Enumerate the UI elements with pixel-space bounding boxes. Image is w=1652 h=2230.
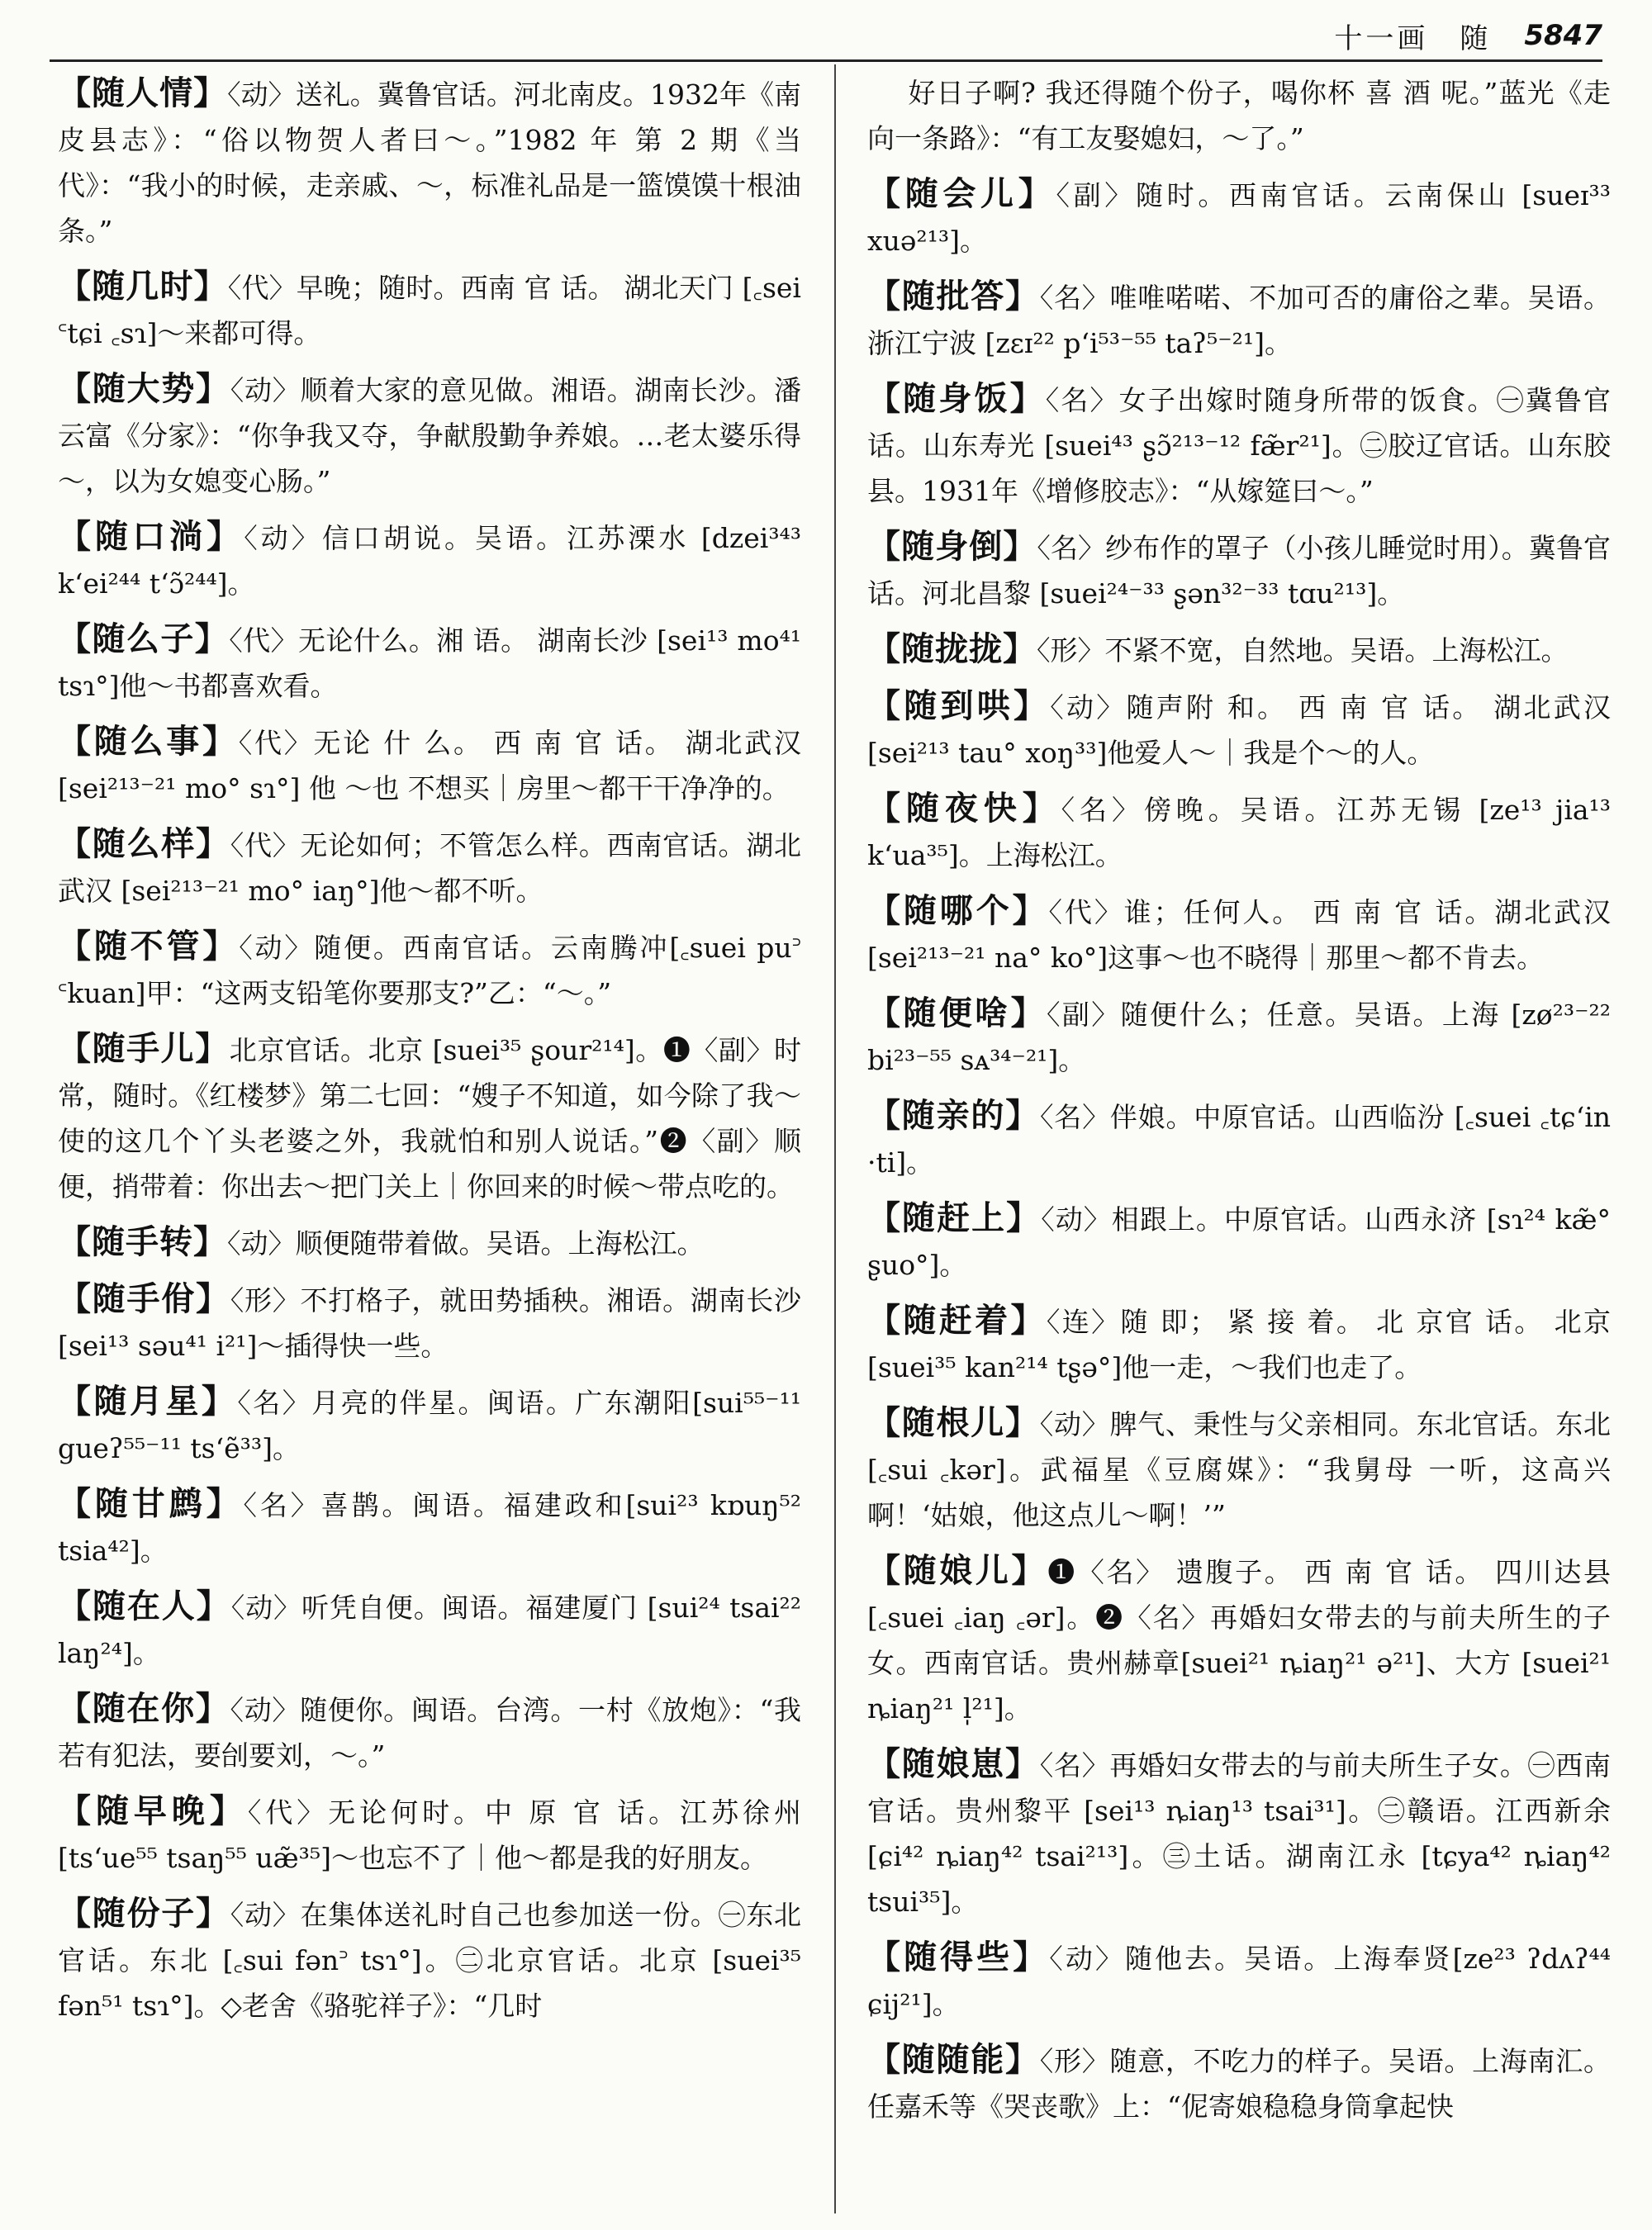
dictionary-entry: 【随人情】〈动〉送礼。冀鲁官话。河北南皮。1932年《南皮县志》：“俗以物贺人者曰～。”1982 年 第 2 期《当代》：“我小的时候，走亲戚、～，标准礼品是一篮馍馍十根油条。” — [58, 74, 801, 247]
dictionary-entry: 【随哪个】〈代〉谁；任何人。 西 南 官 话。湖北武汉 [sei²¹³⁻²¹ na° ko°]这事～也不晓得｜那里～都不肯去。 — [867, 891, 1611, 974]
dictionary-entry: 【随赶上】〈动〉相跟上。中原官话。山西永济 [sɿ²⁴ kæ̃° ʂuo°]。 — [867, 1198, 1611, 1281]
entry-definition: 〈形〉不打格子，就田势插秧。湘语。湖南长沙 [sei¹³ səu⁴¹ i²¹]～插得快一些。 — [58, 1284, 801, 1362]
entry-headword: 随身倒 — [901, 527, 1004, 566]
dictionary-entry: 【随在人】〈动〉听凭自便。闽语。福建厦门 [sui²⁴ tsai²² laŋ²⁴]。 — [58, 1587, 801, 1669]
dictionary-entry: 【随亲的】〈名〉伴娘。中原官话。山西临汾 [꜀suei ꜀tɕ‘in ·ti]。 — [867, 1096, 1611, 1179]
entry-definition: 〈名〉喜鹊。闽语。福建政和[sui²³ kɒuŋ⁵² tsia⁴²]。 — [58, 1489, 801, 1567]
entry-definition: 〈名〉伴娘。中原官话。山西临汾 [꜀suei ꜀tɕ‘in ·ti]。 — [867, 1101, 1611, 1179]
dictionary-entry: 【随在你】〈动〉随便你。闽语。台湾。一村《放炮》：“我若有犯法，要刣要刘，～。” — [58, 1689, 801, 1772]
column-divider — [834, 64, 836, 2213]
entry-definition: 〈副〉随便什么；任意。吴语。上海 [zø²³⁻²² bi²³⁻⁵⁵ sᴀ³⁴⁻²¹]。 — [867, 999, 1611, 1076]
dictionary-entry: 【随几时】〈代〉早晚；随时。西南 官 话。 湖北天门 [꜀sei ꜂tɕi ꜀sɿ]～来都可得。 — [58, 267, 801, 349]
dictionary-entry: 【随夜快】〈名〉傍晚。吴语。江苏无锡 [ze¹³ jia¹³ k‘ua³⁵]。上海松江。 — [867, 789, 1611, 871]
entry-headword: 随批答 — [901, 277, 1005, 316]
entry-headword: 随赶上 — [902, 1198, 1007, 1237]
entry-definition: 北京官话。北京 [suei³⁵ ʂour²¹⁴]。❶〈副〉时常，随时。《红楼梦》第二七回：“嫂子不知道，如今除了我～使的这几个丫头老婆之外，我就怕和别人说话。”❷〈副〉顺便，捎带着：你出去～把门关上｜你回来的时候～带点吃的。 — [58, 1034, 801, 1203]
entry-continuation: 好日子啊? 我还得随个份子，喝你杯 喜 酒 呢。”蓝光《走向一条路》：“有工友娶媳妇，～了。” — [867, 77, 1611, 154]
entry-headword: 随么子 — [92, 619, 195, 658]
entry-definition: 〈代〉谁；任何人。 西 南 官 话。湖北武汉 [sei²¹³⁻²¹ na° ko°]这事～也不晓得｜那里～都不肯去。 — [867, 896, 1611, 974]
entry-headword: 随夜快 — [905, 789, 1023, 828]
entry-definition: 〈形〉不紧不宽，自然地。吴语。上海松江。 — [1037, 634, 1569, 667]
dictionary-entry: 【随口淌】〈动〉信口胡说。吴语。江苏溧水 [dzei³⁴³ k‘ei²⁴⁴ t‘ɔ̃²⁴⁴]。 — [58, 517, 801, 600]
entry-headword: 随手转 — [92, 1222, 193, 1261]
entry-headword: 随么事 — [93, 722, 203, 761]
entry-definition: 〈动〉随他去。吴语。上海奉贤[ze²³ ʔdʌʔ⁴⁴ ɕij²¹]。 — [867, 1943, 1611, 2020]
entry-headword: 随人情 — [92, 74, 194, 112]
entry-headword: 随赶着 — [903, 1301, 1011, 1340]
entry-definition: 〈名〉再婚妇女带去的与前夫所生子女。㊀西南官话。贵州黎平 [sei¹³ ȵiaŋ¹³ tsai³¹]。㊁赣语。江西新余 [ɕi⁴² ȵiaŋ⁴² tsai²¹³]。㊂土话。湖南江永 [tɕya⁴² ȵiaŋ⁴² tsui³⁵]。 — [867, 1749, 1611, 1918]
dictionary-entry: 【随根儿】〈动〉脾气、秉性与父亲相同。东北官话。东北 [꜀sui ꜀kər]。武福星《豆腐媒》：“我舅母 一听，这高兴啊！‘姑娘，他这点儿～啊！’” — [867, 1403, 1611, 1531]
entry-headword: 随么样 — [92, 824, 196, 863]
dictionary-entry: 【随么事】〈代〉无论 什 么。 西 南 官 话。 湖北武汉 [sei²¹³⁻²¹ mo° sɿ°] 他 ～也 不想买｜房里～都干干净净的。 — [58, 722, 801, 804]
header-rule — [50, 59, 1602, 62]
entry-definition: 〈副〉随时。西南官话。云南保山 [sueɪ³³ xuə²¹³]。 — [867, 179, 1611, 257]
entry-headword: 随在你 — [92, 1689, 196, 1728]
entry-definition: 〈动〉相跟上。中原官话。山西永济 [sɿ²⁴ kæ̃° ʂuo°]。 — [867, 1203, 1611, 1281]
dictionary-entry: 【随份子】〈动〉在集体送礼时自己也参加送一份。㊀东北官话。东北 [꜀sui fən꜄ tsɿ°]。㊁北京官话。北京 [suei³⁵ fən⁵¹ tsɿ°]。◇老舍《骆驼祥子》：“几时 — [58, 1894, 801, 2022]
page-number: 5847 — [1524, 19, 1602, 52]
entry-headword: 随甘鹧 — [94, 1484, 206, 1523]
dictionary-entry: 【随得些】〈动〉随他去。吴语。上海奉贤[ze²³ ʔdʌʔ⁴⁴ ɕij²¹]。 — [867, 1938, 1611, 2020]
entry-headword: 随亲的 — [901, 1096, 1006, 1135]
dictionary-entry: 【随手儿】北京官话。北京 [suei³⁵ ʂour²¹⁴]。❶〈副〉时常，随时。《红楼梦》第二七回：“嫂子不知道，如今除了我～使的这几个丫头老婆之外，我就怕和别人说话。”❷〈副〉顺便，捎带着：你出去～把门关上｜你回来的时候～带点吃的。 — [58, 1029, 801, 1203]
entry-headword: 随月星 — [93, 1382, 202, 1421]
dictionary-entry: 【随娘儿】❶〈名〉 遗腹子。 西 南 官 话。 四川达县 [꜀suei ꜀iaŋ ꜀ər]。❷〈名〉再婚妇女带去的与前夫所生的子女。西南官话。贵州赫章[suei²¹ ȵiaŋ²¹ ə²¹]、大方 [suei²¹ ȵiaŋ²¹ l̩²¹]。 — [867, 1551, 1611, 1725]
entry-definition: 〈动〉送礼。冀鲁官话。河北南皮。1932年《南皮县志》：“俗以物贺人者曰～。”1982 年 第 2 期《当代》：“我小的时候，走亲戚、～，标准礼品是一篮馍馍十根油条。” — [58, 78, 801, 247]
entry-definition: 〈形〉随意，不吃力的样子。吴语。上海南汇。任嘉禾等《哭丧歌》上：“伲寄娘稳稳身筒拿起快 — [867, 2045, 1611, 2123]
entry-headword: 随拢拢 — [901, 629, 1003, 668]
entry-headword: 随早晚 — [95, 1791, 210, 1830]
right-column — [867, 70, 1611, 2222]
entry-definition: 〈代〉无论什么。湘 语。 湖南长沙 [sei¹³ mo⁴¹ tsɿ°]他～书都喜欢看。 — [58, 624, 801, 702]
entry-definition: 〈名〉纱布作的罩子（小孩儿睡觉时用）。冀鲁官话。河北昌黎 [suei²⁴⁻³³ ʂən³²⁻³³ tɑu²¹³]。 — [867, 532, 1611, 610]
dictionary-entry: 【随早晚】〈代〉无论何时。中 原 官 话。江苏徐州 [ts‘ue⁵⁵ tsaŋ⁵⁵ uæ̃³⁵]～也忘不了｜他～都是我的好朋友。 — [58, 1791, 801, 1874]
dictionary-entry: 【随便啥】〈副〉随便什么；任意。吴语。上海 [zø²³⁻²² bi²³⁻⁵⁵ sᴀ³⁴⁻²¹]。 — [867, 994, 1611, 1076]
dictionary-entry: 【随么样】〈代〉无论如何；不管怎么样。西南官话。湖北武汉 [sei²¹³⁻²¹ mo° iaŋ°]他～都不听。 — [58, 824, 801, 907]
section-heading: 十一画 随 — [1334, 21, 1492, 55]
entry-headword: 随会儿 — [904, 174, 1018, 213]
dictionary-entry: 【随批答】〈名〉唯唯喏喏、不加可否的庸俗之辈。吴语。浙江宁波 [zɛɪ²² p‘i⁵³⁻⁵⁵ taʔ⁵⁻²¹]。 — [867, 277, 1611, 359]
dictionary-entry: 【随到哄】〈动〉随声附 和。 西 南 官 话。 湖北武汉 [sei²¹³ tau° xoŋ³³]他爱人～｜我是个～的人。 — [867, 686, 1611, 769]
entry-definition: 〈代〉无论 什 么。 西 南 官 话。 湖北武汉 [sei²¹³⁻²¹ mo° sɿ°] 他 ～也 不想买｜房里～都干干净净的。 — [58, 727, 801, 804]
entry-headword: 随到哄 — [904, 686, 1014, 725]
entry-definition: 〈动〉顺便随带着做。吴语。上海松江。 — [227, 1227, 705, 1260]
entry-headword: 随几时 — [92, 267, 194, 306]
entry-definition: 〈名〉傍晚。吴语。江苏无锡 [ze¹³ jia¹³ k‘ua³⁵]。上海松江。 — [867, 794, 1611, 871]
entry-headword: 随得些 — [904, 1938, 1014, 1976]
entry-definition: 〈动〉随声附 和。 西 南 官 话。 湖北武汉 [sei²¹³ tau° xoŋ³³]他爱人～｜我是个～的人。 — [867, 691, 1611, 769]
entry-definition: 〈动〉随便。西南官话。云南腾冲[꜀suei pu꜄ ꜂kuan]甲：“这两支铅笔你要那支?”乙：“～。” — [58, 932, 801, 1009]
entry-definition: 〈代〉早晚；随时。西南 官 话。 湖北天门 [꜀sei ꜂tɕi ꜀sɿ]～来都可得。 — [58, 272, 801, 349]
entry-headword: 随手儿 — [92, 1029, 196, 1068]
entry-definition: 〈连〉随 即； 紧 接 着。 北 京官 话。 北京 [suei³⁵ kan²¹⁴ tʂə°]他一走，～我们也走了。 — [867, 1306, 1611, 1383]
entry-definition: 〈动〉脾气、秉性与父亲相同。东北官话。东北 [꜀sui ꜀kər]。武福星《豆腐媒》：“我舅母 一听，这高兴啊！‘姑娘，他这点儿～啊！’” — [867, 1408, 1611, 1531]
dictionary-entry: 【随甘鹧】〈名〉喜鹊。闽语。福建政和[sui²³ kɒuŋ⁵² tsia⁴²]。 — [58, 1484, 801, 1567]
entry-definition: 〈代〉无论如何；不管怎么样。西南官话。湖北武汉 [sei²¹³⁻²¹ mo° iaŋ°]他～都不听。 — [58, 829, 801, 907]
dictionary-entry: 【随月星】〈名〉月亮的伴星。闽语。广东潮阳[sui⁵⁵⁻¹¹ gueʔ⁵⁵⁻¹¹ ts‘ẽ³³]。 — [58, 1382, 801, 1464]
dictionary-entry: 【随手转】〈动〉顺便随带着做。吴语。上海松江。 — [58, 1222, 705, 1261]
dictionary-entry: 【随身倒】〈名〉纱布作的罩子（小孩儿睡觉时用）。冀鲁官话。河北昌黎 [suei²⁴⁻³³ ʂən³²⁻³³ tɑu²¹³]。 — [867, 527, 1611, 610]
entry-definition: 〈代〉无论何时。中 原 官 话。江苏徐州 [ts‘ue⁵⁵ tsaŋ⁵⁵ uæ̃³⁵]～也忘不了｜他～都是我的好朋友。 — [58, 1796, 801, 1874]
entry-definition: 〈动〉随便你。闽语。台湾。一村《放炮》：“我若有犯法，要刣要刘，～。” — [58, 1694, 801, 1772]
dictionary-entry: 【随不管】〈动〉随便。西南官话。云南腾冲[꜀suei pu꜄ ꜂kuan]甲：“这两支铅笔你要那支?”乙：“～。” — [58, 927, 801, 1009]
entry-headword: 随不管 — [93, 927, 203, 966]
entry-headword: 随份子 — [92, 1894, 196, 1933]
entry-definition: 〈名〉唯唯喏喏、不加可否的庸俗之辈。吴语。浙江宁波 [zɛɪ²² p‘i⁵³⁻⁵⁵ taʔ⁵⁻²¹]。 — [867, 282, 1611, 359]
dictionary-entry: 【随娘崽】〈名〉再婚妇女带去的与前夫所生子女。㊀西南官话。贵州黎平 [sei¹³ ȵiaŋ¹³ tsai³¹]。㊁赣语。江西新余 [ɕi⁴² ȵiaŋ⁴² tsai²¹³]。㊂土话。湖南江永 [tɕya⁴² ȵiaŋ⁴² tsui³⁵]。 — [867, 1744, 1611, 1918]
entry-definition: ❶〈名〉 遗腹子。 西 南 官 话。 四川达县 [꜀suei ꜀iaŋ ꜀ər]。❷〈名〉再婚妇女带去的与前夫所生的子女。西南官话。贵州赫章[suei²¹ ȵiaŋ²¹ ə²¹]、大方 [suei²¹ ȵiaŋ²¹ l̩²¹]。 — [867, 1556, 1611, 1725]
entry-headword: 随随能 — [901, 2040, 1005, 2079]
dictionary-entry: 【随拢拢】〈形〉不紧不宽，自然地。吴语。上海松江。 — [867, 629, 1569, 668]
dictionary-entry: 【随赶着】〈连〉随 即； 紧 接 着。 北 京官 话。 北京 [suei³⁵ kan²¹⁴ tʂə°]他一走，～我们也走了。 — [867, 1301, 1611, 1383]
left-column — [58, 70, 801, 2222]
entry-definition: 〈动〉顺着大家的意见做。湘语。湖南长沙。潘云富《分家》：“你争我又夺，争献殷勤争养娘。…老太婆乐得～，以为女媳变心肠。” — [58, 374, 801, 497]
entry-headword: 随大势 — [92, 369, 196, 408]
dictionary-entry: 【随身饭】〈名〉女子出嫁时随身所带的饭食。㊀冀鲁官话。山东寿光 [suei⁴³ ʂɔ̃²¹³⁻¹² fæ̃r²¹]。㊁胶辽官话。山东胶县。1931年《增修胶志》：“从嫁筵曰～。” — [867, 379, 1611, 507]
dictionary-entry: 【随手佾】〈形〉不打格子，就田势插秧。湘语。湖南长沙 [sei¹³ səu⁴¹ i²¹]～插得快一些。 — [58, 1279, 801, 1362]
dictionary-entry: 【随会儿】〈副〉随时。西南官话。云南保山 [sueɪ³³ xuə²¹³]。 — [867, 174, 1611, 257]
entry-definition: 〈动〉在集体送礼时自己也参加送一份。㊀东北官话。东北 [꜀sui fən꜄ tsɿ°]。㊁北京官话。北京 [suei³⁵ fən⁵¹ tsɿ°]。◇老舍《骆驼祥子》：“几时 — [58, 1899, 801, 2022]
entry-headword: 随在人 — [92, 1587, 197, 1625]
entry-headword: 随娘崽 — [901, 1744, 1005, 1783]
dictionary-entry: 【随么子】〈代〉无论什么。湘 语。 湖南长沙 [sei¹³ mo⁴¹ tsɿ°]他～书都喜欢看。 — [58, 619, 801, 702]
entry-headword: 随口淌 — [95, 517, 207, 556]
entry-definition: 〈动〉听凭自便。闽语。福建厦门 [sui²⁴ tsai²² laŋ²⁴]。 — [58, 1592, 801, 1669]
page-header — [50, 15, 1602, 56]
dictionary-entry: 【随随能】〈形〉随意，不吃力的样子。吴语。上海南汇。任嘉禾等《哭丧歌》上：“伲寄娘稳稳身筒拿起快 — [867, 2040, 1611, 2123]
dictionary-entry: 【随大势】〈动〉顺着大家的意见做。湘语。湖南长沙。潘云富《分家》：“你争我又夺，争献殷勤争养娘。…老太婆乐得～，以为女媳变心肠。” — [58, 369, 801, 497]
entry-headword: 随便啥 — [903, 994, 1011, 1032]
entry-headword: 随根儿 — [901, 1403, 1005, 1442]
entry-headword: 随身饭 — [903, 379, 1010, 418]
entry-headword: 随哪个 — [903, 891, 1013, 930]
entry-headword: 随娘儿 — [903, 1551, 1012, 1590]
entry-definition: 〈动〉信口胡说。吴语。江苏溧水 [dzei³⁴³ k‘ei²⁴⁴ t‘ɔ̃²⁴⁴]。 — [58, 522, 801, 600]
entry-definition: 〈名〉月亮的伴星。闽语。广东潮阳[sui⁵⁵⁻¹¹ gueʔ⁵⁵⁻¹¹ ts‘ẽ³³]。 — [58, 1387, 801, 1464]
entry-definition: 〈名〉女子出嫁时随身所带的饭食。㊀冀鲁官话。山东寿光 [suei⁴³ ʂɔ̃²¹³⁻¹² fæ̃r²¹]。㊁胶辽官话。山东胶县。1931年《增修胶志》：“从嫁筵曰～。” — [867, 384, 1611, 507]
entry-headword: 随手佾 — [92, 1279, 196, 1318]
